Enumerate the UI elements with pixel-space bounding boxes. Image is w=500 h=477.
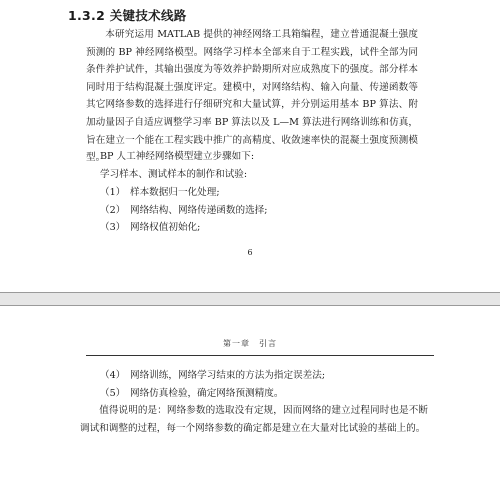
steps-intro-line: BP 人工神经网络模型建立步骤如下: [100,151,255,162]
step-number: （5） [100,388,126,399]
page-number: 6 [247,248,253,257]
section-heading: 1.3.2 关键技术线路 [68,8,187,23]
step-text: 样本数据归一化处理; [130,187,220,198]
step-number: （2） [100,205,126,216]
step-text: 网络结构、网络传递函数的选择; [130,205,268,216]
step-text: 网络仿真检验，确定网络预测精度。 [130,388,284,399]
document-page-bottom [0,306,500,477]
sub-intro-line: 学习样本、测试样本的制作和试验: [100,169,248,180]
step-text: 网络训练，网络学习结束的方法为指定误差法; [130,370,326,381]
step-number: （3） [100,222,126,233]
body-paragraph: 本研究运用 MATLAB 提供的神经网络工具箱编程，建立普通混凝土强度预测的 BP 神经网络模型。网络学习样本全部来自于工程实践，试件全部为同条件养护试件，其输出强度为等效养护龄期所对应成熟度下的强度。部分样本同时用于结构混凝土强度评定。建模中，对网络结构、输入向量、传递函数等其它网络参数的选择进行仔细研究和大量试算，并分别运用基本 BP 算法、附加动量因子自适应调整学习率 BP 算法以及 L—M 算法进行网络训练和仿真，旨在建立一个能在工程实践中推广的高精度、收敛速率快的混凝土强度预测模型。 [86,29,418,164]
header-rule [86,355,434,356]
running-header: 第一章 引言 [223,339,277,348]
step-number: （1） [100,187,126,198]
step-text: 网络权值初始化; [130,222,201,233]
page-separator [0,292,500,306]
closing-paragraph: 值得说明的是：网络参数的选取没有定规，因而网络的建立过程同时也是不断调试和调整的过程，每一个网络参数的确定都是建立在大量对比试验的基础上的。 [80,405,428,434]
step-number: （4） [100,370,126,381]
